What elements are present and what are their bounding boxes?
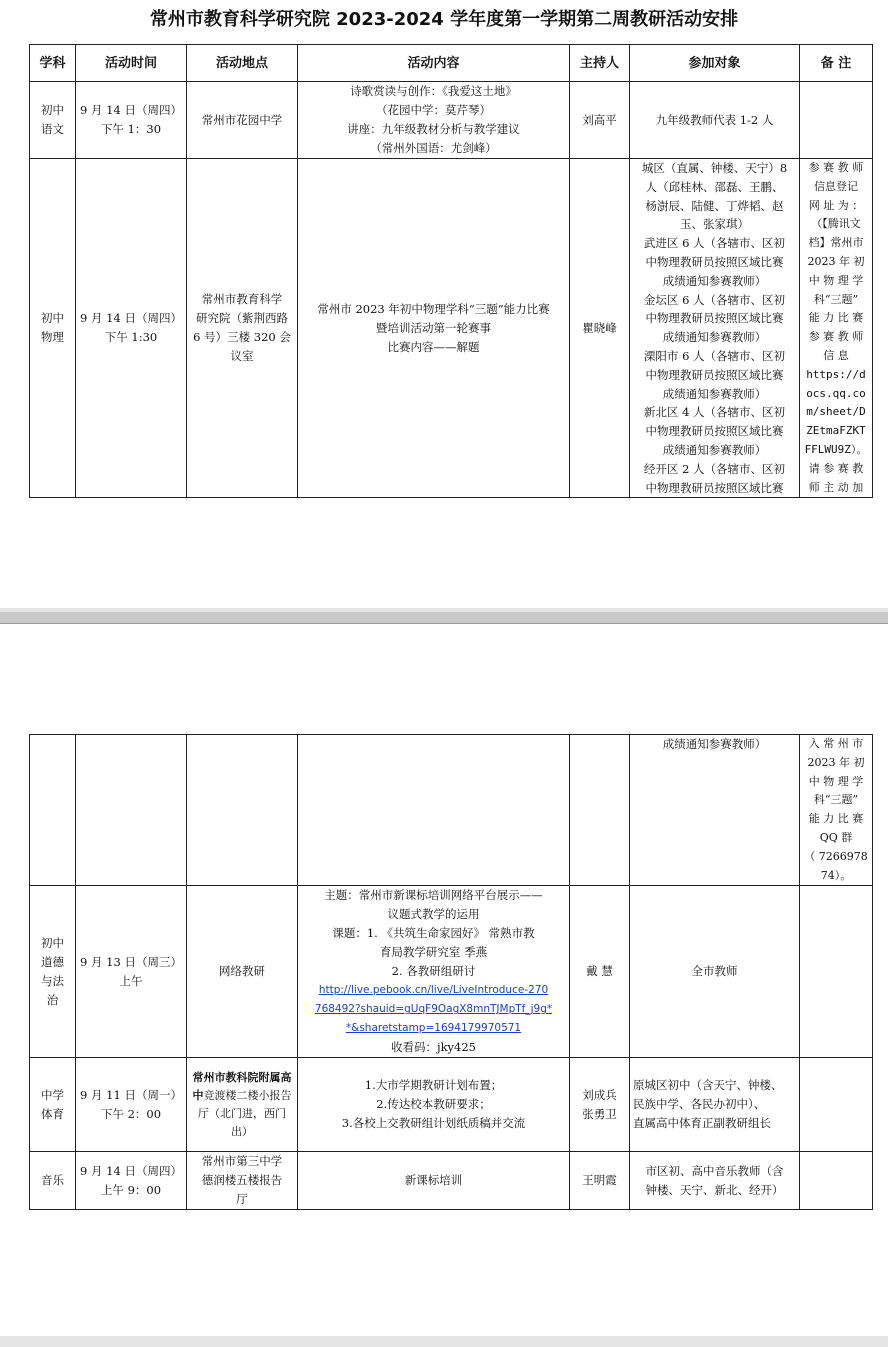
place-cell <box>187 735 298 886</box>
content-cell: 1.大市学期教研计划布置； 2.传达校本教研要求； 3.各校上交教研组计划纸质稿并交流 <box>298 1058 570 1152</box>
subject-cell: 音乐 <box>30 1152 76 1210</box>
participants-cell: 成绩通知参赛教师） <box>630 735 800 886</box>
participants-cell: 市区初、高中音乐教师（含 钟楼、天宁、新北、经开） <box>630 1152 800 1210</box>
subject-cell: 初中 语文 <box>30 82 76 159</box>
host-cell: 戴 慧 <box>570 886 630 1058</box>
content-cell <box>298 735 570 886</box>
header-content: 活动内容 <box>298 45 570 82</box>
host-cell <box>570 735 630 886</box>
content-cell: 常州市 2023 年初中物理学科“三题”能力比赛 暨培训活动第一轮赛事 比赛内容——解题 <box>298 159 570 498</box>
table-row-wuli-continued <box>30 735 873 886</box>
host-cell: 刘高平 <box>570 82 630 159</box>
table-row-wuli <box>30 159 873 498</box>
header-row <box>30 45 873 82</box>
time-cell: 9 月 14 日（周四） 下午 1:30 <box>76 159 187 498</box>
header-place: 活动地点 <box>187 45 298 82</box>
place-cell: 常州市花园中学 <box>187 82 298 159</box>
note-cell <box>800 1058 873 1152</box>
note-cell <box>800 1152 873 1210</box>
header-note: 备 注 <box>800 45 873 82</box>
header-participants: 参加对象 <box>630 45 800 82</box>
content-cell: 新课标培训 <box>298 1152 570 1210</box>
schedule-table-page2 <box>29 734 873 1210</box>
header-time: 活动时间 <box>76 45 187 82</box>
header-subject: 学科 <box>30 45 76 82</box>
note-cell <box>800 82 873 159</box>
host-cell: 瞿晓峰 <box>570 159 630 498</box>
content-cell: 主题：常州市新课标培训网络平台展示—— 议题式教学的运用 课题：1. 《共筑生命家园好》 常熟市教 育局教学研究室 季燕 2. 各教研组研讨 http://live.pebook.cn/live/LiveIntroduce-270 768492?shauid=gUqF9OagX8mnTJMpTf_j9g* *&sharetstamp=1694179970571 收看码：jky425 <box>298 886 570 1058</box>
table-row-tiyu <box>30 1058 873 1152</box>
time-cell: 9 月 11 日（周一） 下午 2：00 <box>76 1058 187 1152</box>
subject-cell <box>30 735 76 886</box>
table-row-yuwen <box>30 82 873 159</box>
host-cell: 王明霞 <box>570 1152 630 1210</box>
note-cell: 参 赛 教 师 信息登记 网 址 为 ： （【腾讯文 档】常州市 2023 年 初 中 物 理 学 科“三题” 能 力 比 赛 参 赛 教 师 信 息 https://d ocs.qq.co m/sheet/D ZEtmaFZKT FFLWU9Z）。 请 参 赛 教 师 主 动 加 <box>800 159 873 498</box>
table-row-yinyue <box>30 1152 873 1210</box>
note-cell: 入 常 州 市 2023 年 初 中 物 理 学 科“三题” 能 力 比 赛 QQ 群 （ 7266978 74）。 <box>800 735 873 886</box>
header-host: 主持人 <box>570 45 630 82</box>
table-row-daode <box>30 886 873 1058</box>
page-separator-bottom <box>0 1336 888 1347</box>
host-cell: 刘成兵 张勇卫 <box>570 1058 630 1152</box>
live-stream-link[interactable]: http://live.pebook.cn/live/LiveIntroduce-270 768492?shauid=gUqF9OagX8mnTJMpTf_j9g* *&sharetstamp=1694179970571 <box>314 984 553 1035</box>
place-cell: 常州市教育科学 研究院（紫荆西路 6 号）三楼 320 会 议室 <box>187 159 298 498</box>
note-cell <box>800 886 873 1058</box>
subject-cell: 初中 物理 <box>30 159 76 498</box>
place-cell: 网络教研 <box>187 886 298 1058</box>
page-separator <box>0 612 888 624</box>
time-cell: 9 月 14 日（周四） 上午 9：00 <box>76 1152 187 1210</box>
subject-cell: 中学 体育 <box>30 1058 76 1152</box>
participants-cell: 城区（直属、钟楼、天宁）8 人（邱桂林、邵磊、王鹏、 杨澍辰、陆健、丁烨韬、赵 玉、张家琪） 武进区 6 人（各辖市、区初 中物理教研员按照区域比赛 成绩通知参赛教师） 金坛区 6 人（各辖市、区初 中物理教研员按照区域比赛 成绩通知参赛教师） 溧阳市 6 人（各辖市、区初 中物理教研员按照区域比赛 成绩通知参赛教师） 新北区 4 人（各辖市、区初 中物理教研员按照区域比赛 成绩通知参赛教师） 经开区 2 人（各辖市、区初 中物理教研员按照区域比赛 <box>630 159 800 498</box>
time-cell: 9 月 14 日（周四） 下午 1：30 <box>76 82 187 159</box>
participants-cell: 九年级教师代表 1-2 人 <box>630 82 800 159</box>
subject-cell: 初中 道德 与法 治 <box>30 886 76 1058</box>
participants-cell: 原城区初中（含天宁、钟楼、 民族中学、各民办初中）、 直属高中体育正副教研组长 <box>630 1058 800 1152</box>
time-cell: 9 月 13 日（周三） 上午 <box>76 886 187 1058</box>
place-cell: 常州市教科院附属高中竞渡楼二楼小报告厅（北门进，西门出） <box>187 1058 298 1152</box>
content-cell: 诗歌赏读与创作：《我爱这土地》 （花园中学：莫芹琴） 讲座：九年级教材分析与教学建议 （常州外国语：尤剑峰） <box>298 82 570 159</box>
watch-code: 收看码：jky425 <box>391 1040 476 1055</box>
time-cell <box>76 735 187 886</box>
schedule-table-page1 <box>29 44 873 498</box>
page-title: 常州市教育科学研究院 2023-2024 学年度第一学期第二周教研活动安排 <box>149 9 739 30</box>
participants-cell: 全市教师 <box>630 886 800 1058</box>
place-cell: 常州市第三中学 德润楼五楼报告 厅 <box>187 1152 298 1210</box>
